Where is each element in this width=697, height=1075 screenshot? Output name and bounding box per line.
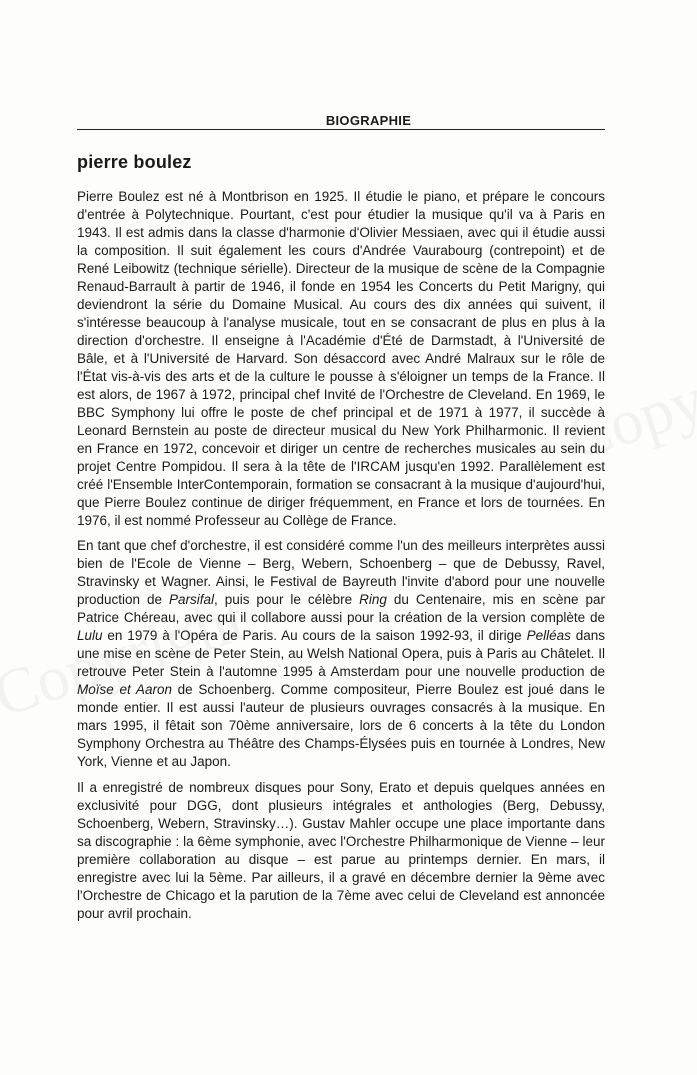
paragraph-3: Il a enregistré de nombreux disques pour Sony, Erato et depuis quelques années en exclusivité pour DGG, dont plusieurs intégrales et anthologies (Berg, Debussy, Schoenberg, Webern, Stravinsky…). Gustav Mahler occupe une place importante dans sa discographie : la 6ème symphonie, avec l'Orchestre Philharmonique de Vienne – leur première collaboration au disque – est parue au printemps dernier. En mars, il enregistre avec lui la 5ème. Par ailleurs, il a gravé en décembre dernier la 9ème avec l'Orchestre de Chicago et la parution de la 7ème avec celui de Cleveland est annoncée pour avril prochain. (77, 780, 605, 921)
paragraph-2-text: En tant que chef d'orchestre, il est considéré comme l'un des meilleurs interprètes aussi bien de l'Ecole de Vienne – Berg, Webern, Schoenberg – que de Debussy, Ravel, Stravinsky et Wagner. Ainsi, le Festival de Bayreuth l'invite d'abord pour une nouvelle production de (77, 538, 605, 607)
paragraph-2-text: de Schoenberg. Comme compositeur, Pierre Boulez est joué dans le monde entier. Il est aussi l'auteur de plusieurs ouvrages consacrés à la musique. En mars 1995, il fêtait son 70ème anniversaire, lors de 6 concerts à la tête du London Symphony Orchestra au Théâtre des Champs-Élysées puis en tournée à Londres, New York, Vienne et au Japon. (77, 682, 606, 769)
work-title-ring: Ring (359, 592, 387, 607)
work-title-lulu: Lulu (77, 628, 103, 643)
paragraph-2-text: du Centenaire, mis en scène par Patrice Chéreau, avec qui il collabore aussi pour la création de la version complète de (77, 592, 605, 625)
work-title-moise-et-aaron: Moïse et Aaron (77, 682, 172, 697)
biography-body (77, 188, 605, 930)
paragraph-2-text: en 1979 à l'Opéra de Paris. Au cours de la saison 1992-93, il dirige (102, 628, 527, 643)
page-title: pierre boulez (77, 152, 192, 172)
work-title-pelleas: Pelléas (526, 628, 571, 643)
paragraph-2 (77, 537, 605, 771)
header-divider (77, 129, 605, 130)
section-label: BIOGRAPHIE (325, 113, 412, 128)
paragraph-2-text: dans une mise en scène de Peter Stein, au Welsh National Opera, puis à Paris au Châtelet. Il retrouve Peter Stein à l'automne 1995 à Amsterdam pour une nouvelle production de (77, 628, 605, 679)
paragraph-2-text: , puis pour le célèbre (214, 592, 360, 607)
work-title-parsifal: Parsifal (168, 592, 214, 607)
paragraph-1: Pierre Boulez est né à Montbrison en 1925. Il étudie le piano, et prépare le concours d'entrée à Polytechnique. Pourtant, c'est pour étudier la musique qu'il va à Paris en 1943. Il est admis dans la classe d'harmonie d'Olivier Messiaen, avec qui il étudie aussi la composition. Il suit également les cours d'Andrée Vaurabourg (contrepoint) et de René Leibowitz (technique sérielle). Directeur de la musique de scène de la Compagnie Renaud-Barrault à partir de 1946, il fonde en 1954 les Concerts du Petit Marigny, qui deviendront la série du Domaine Musical. Au cours des dix années qui suivent, il s'intéresse beaucoup à l'analyse musicale, tout en se consacrant de plus en plus à la direction d'orchestre. Il enseigne à l'Académie d'Été de Darmstadt, à l'Université de Bâle, et à l'Université de Harvard. Son désaccord avec André Malraux sur le rôle de l'État vis-à-vis des arts et de la culture le pousse à s'éloigner un temps de la France. Il est alors, de 1967 à 1972, principal chef Invité de l'Orchestre de Cleveland. En 1969, le BBC Symphony lui offre le poste de chef principal et de 1971 à 1977, il succède à Leonard Bernstein au poste de directeur musical du New York Philharmonic. Il revient en France en 1972, concevoir et diriger un centre de recherches musicales au sein du projet Centre Pompidou. Il sera à la tête de l'IRCAM jusqu'en 1992. Parallèlement est créé l'Ensemble InterContemporain, formation se consacrant à la musique d'aujourd'hui, que Pierre Boulez continue de diriger fréquemment, en France et lors de tournées. En 1976, il est nommé Professeur au Collège de France. (77, 189, 605, 528)
